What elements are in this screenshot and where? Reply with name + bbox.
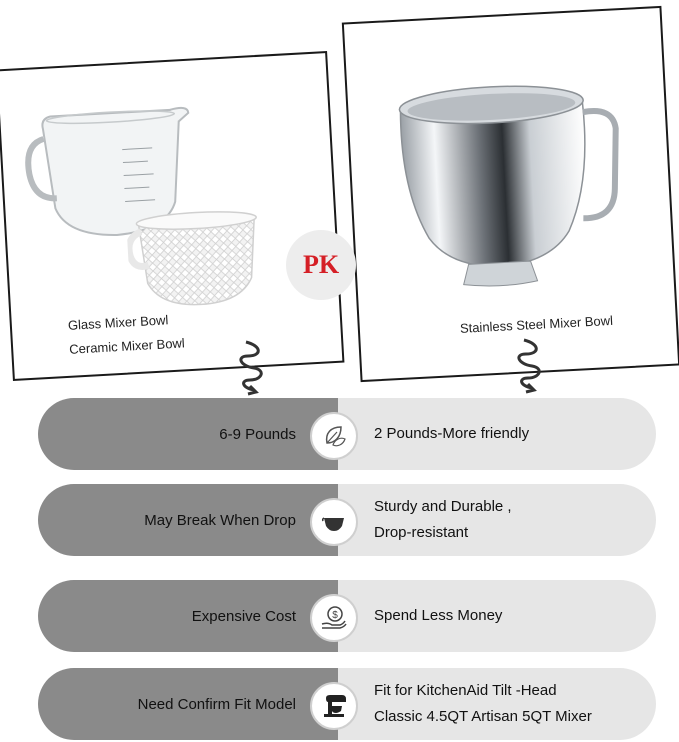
row-right-line: Classic 4.5QT Artisan 5QT Mixer [374,708,592,725]
row-left-text: Need Confirm Fit Model [137,695,296,713]
stainless-steel-card [342,6,679,382]
glass-ceramic-card [0,51,344,381]
row-right-line: Fit for KitchenAid Tilt -Head [374,682,557,699]
row-right-line: Spend Less Money [374,607,503,624]
left-pill [38,398,350,470]
stainless-steel-bowl-image [381,68,642,301]
svg-text:$: $ [332,610,338,621]
spring-arrow-right-icon [514,338,550,394]
spring-arrow-left-icon [236,340,272,396]
mixer-icon [310,682,358,730]
row-right-line: Sturdy and Durable , [374,498,512,515]
row-right-text [374,580,502,652]
row-left-text: May Break When Drop [144,511,296,529]
ceramic-bowl-caption: Ceramic Mixer Bowl [68,335,186,357]
comparison-row-cost [38,580,656,652]
row-right-text [374,668,592,740]
row-left-text: 6-9 Pounds [219,425,296,443]
comparison-row-durability [38,484,656,556]
comparison-row-fit [38,668,656,740]
row-right-line: 2 Pounds-More friendly [374,425,530,442]
comparison-row-weight [38,398,656,470]
leaf-icon [310,412,358,460]
bowl-icon [310,498,358,546]
stainless-steel-caption: Stainless Steel Mixer Bowl [459,312,614,336]
pk-badge: PK [286,230,356,300]
glass-bowl-caption: Glass Mixer Bowl [67,312,169,333]
row-right-text [374,398,529,470]
row-left-text: Expensive Cost [191,607,296,625]
row-right-line: Drop-resistant [374,524,469,541]
row-right-text [374,484,512,556]
ceramic-bowl-image [125,197,271,315]
money-hand-icon [310,594,358,642]
